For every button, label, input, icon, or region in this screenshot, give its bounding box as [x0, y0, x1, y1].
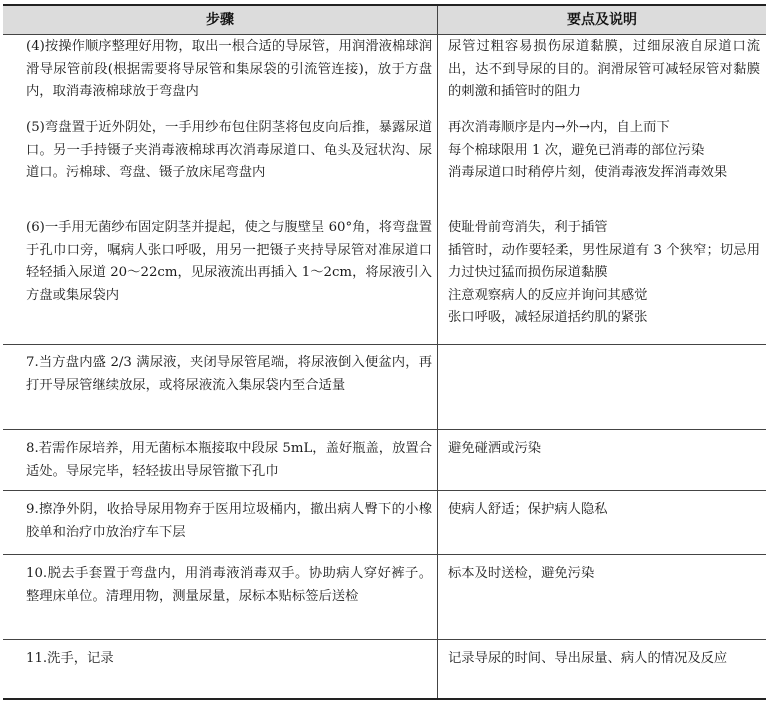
notes-text: 注意观察病人的反应并询问其感觉 — [448, 287, 648, 303]
table-row — [3, 36, 766, 116]
header-step: 步骤 — [206, 12, 234, 28]
notes-cell — [448, 499, 760, 554]
step-text: 9.擦净外阴，收拾导尿用物弃于医用垃圾桶内，撤出病人臀下的小橡胶单和治疗巾放治疗车下层 — [26, 502, 432, 540]
notes-cell — [448, 217, 760, 344]
step-cell — [26, 352, 432, 429]
step-cell — [26, 117, 432, 215]
notes-text: 避免碰洒或污染 — [448, 441, 542, 456]
step-text: 7.当方盘内盛 2/3 满尿液，夹闭导尿管尾端，将尿液倒入便盆内，再打开导尿管继续放尿，或将尿液流入集尿袋内至合适量 — [26, 355, 432, 393]
step-cell — [26, 563, 432, 639]
notes-text: 记录导尿的时间、导出尿量、病人的情况及反应 — [448, 651, 728, 666]
step-text: (5)弯盘置于近外阴处，一手用纱布包住阴茎将包皮向后推，暴露尿道口。另一手持镊子夹消毒液棉球再次消毒尿道口、龟头及冠状沟、尿道口。污棉球、弯盘、镊子放床尾弯盘内 — [26, 120, 432, 180]
table-row — [3, 117, 766, 215]
notes-text: 张口呼吸，减轻尿道括约肌的紧张 — [448, 310, 648, 325]
table-row — [3, 555, 766, 640]
table-header — [3, 6, 766, 35]
notes-text: 消毒尿道口时稍停片刻，使消毒液发挥消毒效果 — [448, 165, 728, 180]
notes-text: 使耻骨前弯消失，利于插管 — [448, 220, 608, 235]
header-notes: 要点及说明 — [567, 12, 637, 28]
step-text: (6)一手用无菌纱布固定阴茎并提起，使之与腹壁呈 60°角，将弯盘置于孔巾口旁，嘱病人张口呼吸，用另一把镊子夹持导尿管对准尿道口轻轻插入尿道 20～22cm，见尿液流出再插入 1～2cm，将尿液引入方盘或集尿袋内 — [26, 220, 432, 303]
notes-text: 尿管过粗容易损伤尿道黏膜，过细尿液自尿道口流出，达不到导尿的目的。润滑尿管可减轻尿管对黏膜的刺激和插管时的阻力 — [448, 39, 760, 99]
notes-cell — [448, 648, 760, 696]
step-cell — [26, 499, 432, 554]
notes-text: 标本及时送检，避免污染 — [448, 566, 595, 581]
notes-cell — [448, 438, 760, 490]
notes-cell — [448, 36, 760, 116]
notes-text: 每个棉球限用 1 次，避免已消毒的部位污染 — [448, 142, 705, 158]
step-text: 8.若需作尿培养，用无菌标本瓶接取中段尿 5mL，盖好瓶盖，放置合适处。导尿完毕，轻轻拔出导尿管撤下孔巾 — [26, 441, 432, 479]
step-text: 10.脱去手套置于弯盘内，用消毒液消毒双手。协助病人穿好裤子。整理床单位。清理用物，测量尿量，尿标本贴标签后送检 — [26, 566, 432, 604]
table-row — [3, 430, 766, 491]
step-text: (4)按操作顺序整理好用物，取出一根合适的导尿管，用润滑液棉球润滑导尿管前段(根据需要将导尿管和集尿袋的引流管连接)，放于方盘内，取消毒液棉球放于弯盘内 — [26, 39, 432, 99]
step-text: 11.洗手，记录 — [26, 651, 114, 666]
table-row — [3, 217, 766, 345]
step-cell — [26, 217, 432, 344]
notes-text: 插管时，动作要轻柔，男性尿道有 3 个狭窄；切忌用力过快过猛而损伤尿道黏膜 — [448, 242, 760, 280]
notes-text: 再次消毒顺序是内→外→内，自上而下 — [448, 120, 670, 135]
notes-cell — [448, 563, 760, 639]
step-cell — [26, 438, 432, 490]
step-cell — [26, 648, 432, 696]
table-row — [3, 345, 766, 430]
table-row — [3, 491, 766, 555]
step-cell — [26, 36, 432, 116]
notes-cell — [448, 345, 760, 429]
procedure-table — [3, 4, 766, 700]
table-row — [3, 640, 766, 696]
notes-cell — [448, 117, 760, 215]
notes-text: 使病人舒适；保护病人隐私 — [448, 502, 608, 517]
